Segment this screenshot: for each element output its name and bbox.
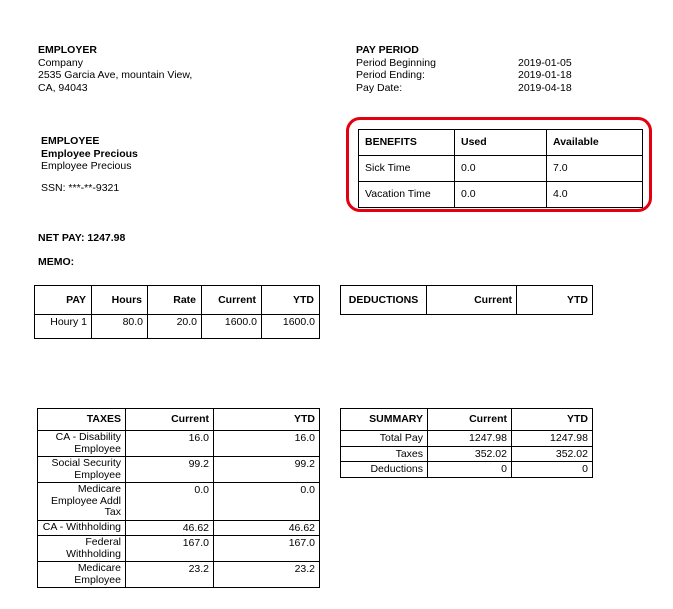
- table-cell: Taxes: [341, 446, 428, 462]
- table-cell: Houry 1: [35, 315, 92, 339]
- table-cell: 0: [512, 462, 593, 478]
- table-row: [341, 446, 593, 462]
- table-row: [38, 520, 320, 536]
- column-header: SUMMARY: [341, 409, 428, 431]
- table-cell: 1600.0: [202, 315, 262, 339]
- table-cell: 23.2: [126, 562, 214, 588]
- table-cell: Medicare Employee: [38, 562, 126, 588]
- employee-block: [41, 135, 138, 194]
- table-cell: CA - Withholding: [38, 520, 126, 536]
- table-cell: CA - Disability Employee: [38, 431, 126, 457]
- column-header: PAY: [35, 286, 92, 315]
- table-cell: 1247.98: [428, 431, 512, 447]
- table-cell: 20.0: [148, 315, 202, 339]
- table-cell: Deductions: [341, 462, 428, 478]
- table-cell: 46.62: [214, 520, 320, 536]
- table-header-row: [35, 286, 320, 315]
- employee-name: Employee Precious: [41, 160, 132, 172]
- table-cell: 23.2: [214, 562, 320, 588]
- table-cell: 0.0: [214, 483, 320, 521]
- column-header: Rate: [148, 286, 202, 315]
- column-header: Available: [547, 130, 643, 156]
- table-header-row: [38, 409, 320, 431]
- employer-heading: EMPLOYER: [38, 44, 97, 56]
- table-row: [38, 536, 320, 562]
- table-cell: Federal Withholding: [38, 536, 126, 562]
- column-header: YTD: [517, 286, 593, 315]
- table-row: [35, 315, 320, 339]
- table-cell: 16.0: [126, 431, 214, 457]
- table-cell: 167.0: [126, 536, 214, 562]
- table-row: [359, 182, 643, 208]
- table-row: [38, 431, 320, 457]
- employee-name-bold: Employee Precious: [41, 147, 138, 160]
- pay-period-block: [356, 44, 596, 94]
- table-cell: 7.0: [547, 156, 643, 182]
- column-header: Current: [126, 409, 214, 431]
- table-cell: 1247.98: [512, 431, 593, 447]
- table-row: [341, 431, 593, 447]
- table-cell: 167.0: [214, 536, 320, 562]
- pay-period-label: Period Beginning: [356, 56, 436, 69]
- column-header: Used: [455, 130, 547, 156]
- table-cell: 0: [428, 462, 512, 478]
- memo-label: MEMO:: [38, 256, 75, 268]
- table-header-row: [341, 286, 593, 315]
- employer-block: [38, 44, 192, 94]
- table-row: [38, 483, 320, 521]
- column-header: BENEFITS: [359, 130, 455, 156]
- pay-period-value: 2019-01-18: [518, 69, 572, 81]
- pay-period-row: [356, 82, 596, 95]
- table-cell: 1600.0: [262, 315, 320, 339]
- column-header: Current: [428, 409, 512, 431]
- taxes-table: [37, 408, 320, 588]
- table-cell: Sick Time: [359, 156, 455, 182]
- table-row: [38, 457, 320, 483]
- table-row: [38, 562, 320, 588]
- pay-table: [34, 285, 320, 339]
- pay-period-heading: PAY PERIOD: [356, 44, 419, 56]
- table-cell: 0.0: [126, 483, 214, 521]
- pay-period-value: 2019-01-05: [518, 56, 572, 69]
- employee-heading: EMPLOYEE: [41, 135, 100, 147]
- table-cell: 80.0: [92, 315, 148, 339]
- pay-period-label: Pay Date:: [356, 81, 403, 94]
- table-cell: 0.0: [455, 156, 547, 182]
- pay-period-row: [356, 69, 596, 82]
- table-cell: Social Security Employee: [38, 457, 126, 483]
- table-row: [359, 156, 643, 182]
- table-cell: 99.2: [126, 457, 214, 483]
- column-header: Current: [427, 286, 517, 315]
- table-cell: 46.62: [126, 520, 214, 536]
- column-header: YTD: [214, 409, 320, 431]
- table-header-row: [341, 409, 593, 431]
- deductions-table: [340, 285, 593, 315]
- column-header: TAXES: [38, 409, 126, 431]
- pay-period-label: Period Ending:: [356, 69, 425, 81]
- column-header: Current: [202, 286, 262, 315]
- employer-address-line1: 2535 Garcia Ave, mountain View,: [38, 69, 193, 81]
- table-cell: Medicare Employee Addl Tax: [38, 483, 126, 521]
- pay-period-value: 2019-04-18: [518, 81, 572, 94]
- employer-name: Company: [38, 56, 83, 69]
- summary-table: [340, 408, 593, 478]
- table-cell: 99.2: [214, 457, 320, 483]
- table-cell: 16.0: [214, 431, 320, 457]
- benefits-table: [358, 129, 643, 208]
- net-pay: NET PAY: 1247.98: [38, 232, 126, 244]
- table-cell: 0.0: [455, 182, 547, 208]
- table-cell: 352.02: [512, 446, 593, 462]
- column-header: Hours: [92, 286, 148, 315]
- employee-ssn: SSN: ***-**-9321: [41, 181, 120, 194]
- column-header: YTD: [262, 286, 320, 315]
- table-row: [341, 462, 593, 478]
- table-cell: 352.02: [428, 446, 512, 462]
- table-cell: Vacation Time: [359, 182, 455, 208]
- pay-period-row: [356, 57, 596, 70]
- table-header-row: [359, 130, 643, 156]
- table-cell: 4.0: [547, 182, 643, 208]
- employer-address-line2: CA, 94043: [38, 81, 88, 94]
- column-header: DEDUCTIONS: [341, 286, 427, 315]
- table-cell: Total Pay: [341, 431, 428, 447]
- column-header: YTD: [512, 409, 593, 431]
